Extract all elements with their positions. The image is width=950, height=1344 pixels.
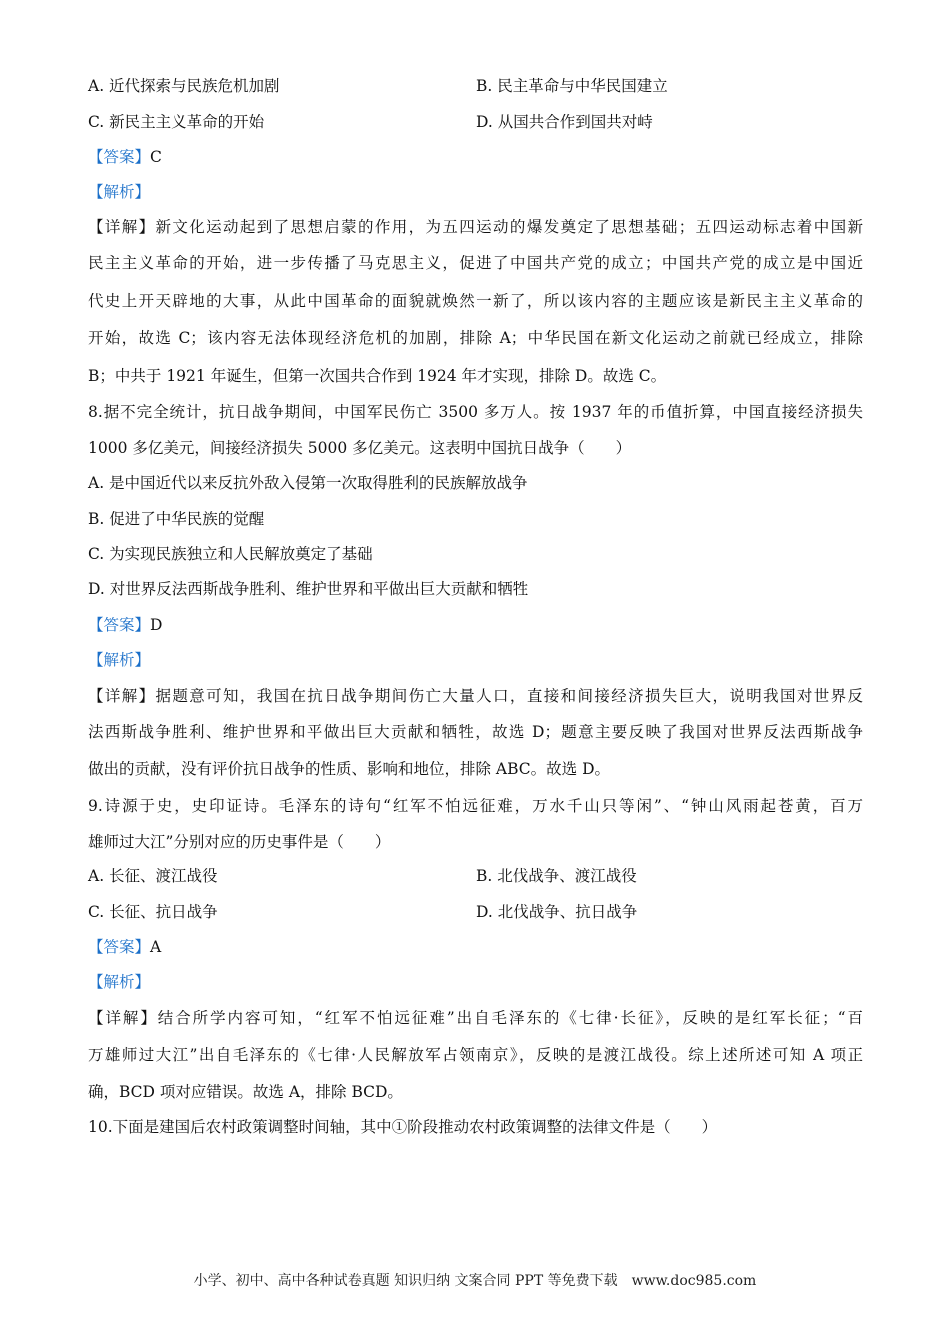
q9-detail-line-3: 确，BCD 项对应错误。故选 A，排除 BCD。	[88, 1083, 403, 1101]
q7-detail-line-3: 代史上开天辟地的大事，从此中国革命的面貌就焕然一新了，所以该内容的主题应该是新民主主义革命的	[88, 292, 863, 310]
q8-detail-line-1: 【详解】据题意可知，我国在抗日战争期间伤亡大量人口，直接和间接经济损失巨大，说明我国对世界反	[88, 687, 863, 705]
q7-option-b: B. 民主革命与中华民国建立	[476, 77, 668, 95]
q8-detail-line-2: 法西斯战争胜利、维护世界和平做出巨大贡献和牺牲，故选 D；题意主要反映了我国对世界反法西斯战争	[88, 723, 863, 741]
detail-tag: 【详解】	[88, 687, 156, 705]
detail-tag: 【详解】	[88, 218, 156, 236]
q9-option-d: D. 北伐战争、抗日战争	[476, 903, 638, 921]
q8-detail-line-3: 做出的贡献，没有评价抗日战争的性质、影响和地位，排除 ABC。故选 D。	[88, 760, 611, 778]
answer-value: A	[150, 938, 162, 956]
q7-detail-line-1: 【详解】新文化运动起到了思想启蒙的作用，为五四运动的爆发奠定了思想基础；五四运动标志着中国新	[88, 218, 863, 236]
q8-option-a: A. 是中国近代以来反抗外敌入侵第一次取得胜利的民族解放战争	[88, 474, 528, 492]
answer-tag: 【答案】	[88, 938, 151, 956]
q7-answer	[88, 147, 162, 167]
page-footer: 小学、初中、高中各种试卷真题 知识归纳 文案合同 PPT 等免费下载 www.doc985.com	[193, 1273, 757, 1289]
q7-option-d: D. 从国共合作到国共对峙	[476, 113, 653, 131]
q8-option-c: C. 为实现民族独立和人民解放奠定了基础	[88, 545, 373, 563]
q8-stem-line-2: 1000 多亿美元，间接经济损失 5000 多亿美元。这表明中国抗日战争（ ）	[88, 439, 632, 457]
q10-stem: 10.下面是建国后农村政策调整时间轴，其中①阶段推动农村政策调整的法律文件是（ ）	[88, 1118, 718, 1136]
q8-option-d: D. 对世界反法西斯战争胜利、维护世界和平做出巨大贡献和牺牲	[88, 580, 529, 598]
q9-detail-line-2: 万雄师过大江”出自毛泽东的《七律·人民解放军占领南京》，反映的是渡江战役。综上述所述可知 A 项正	[88, 1046, 863, 1064]
q9-option-a: A. 长征、渡江战役	[88, 867, 218, 885]
answer-tag: 【答案】	[88, 616, 151, 634]
q9-answer	[88, 937, 161, 957]
q7-detail-line-5: B；中共于 1921 年诞生，但第一次国共合作到 1924 年才实现，排除 D。故选 C。	[88, 367, 667, 385]
q8-option-b: B. 促进了中华民族的觉醒	[88, 510, 265, 528]
q9-option-c: C. 长征、抗日战争	[88, 903, 218, 921]
q9-analysis-tag: 【解析】	[88, 973, 151, 991]
q9-stem-line-1: 9.诗源于史，史印证诗。毛泽东的诗句“红军不怕远征难，万水千山只等闲”、“钟山风雨起苍黄，百万	[88, 797, 863, 815]
answer-value: D	[150, 616, 163, 634]
q7-option-a: A. 近代探索与民族危机加剧	[88, 77, 280, 95]
q7-detail-line-2: 民主主义革命的开始，进一步传播了马克思主义，促进了中国共产党的成立；中国共产党的成立是中国近	[88, 254, 863, 272]
q9-option-b: B. 北伐战争、渡江战役	[476, 867, 637, 885]
q8-analysis-tag: 【解析】	[88, 651, 151, 669]
q9-detail-line-1: 【详解】结合所学内容可知，“红军不怕远征难”出自毛泽东的《七律·长征》，反映的是红军长征；“百	[88, 1009, 863, 1027]
answer-tag: 【答案】	[88, 148, 151, 166]
detail-tag: 【详解】	[88, 1009, 158, 1027]
q7-detail-line-4: 开始，故选 C；该内容无法体现经济危机的加剧，排除 A；中华民国在新文化运动之前就已经成立，排除	[88, 329, 863, 347]
q7-option-c: C. 新民主主义革命的开始	[88, 113, 265, 131]
q8-answer	[88, 615, 162, 635]
answer-value: C	[150, 148, 162, 166]
q9-stem-line-2: 雄师过大江”分别对应的历史事件是（ ）	[88, 833, 391, 851]
q7-analysis-tag: 【解析】	[88, 183, 151, 201]
q8-stem-line-1: 8.据不完全统计，抗日战争期间，中国军民伤亡 3500 多万人。按 1937 年的币值折算，中国直接经济损失	[88, 403, 863, 421]
